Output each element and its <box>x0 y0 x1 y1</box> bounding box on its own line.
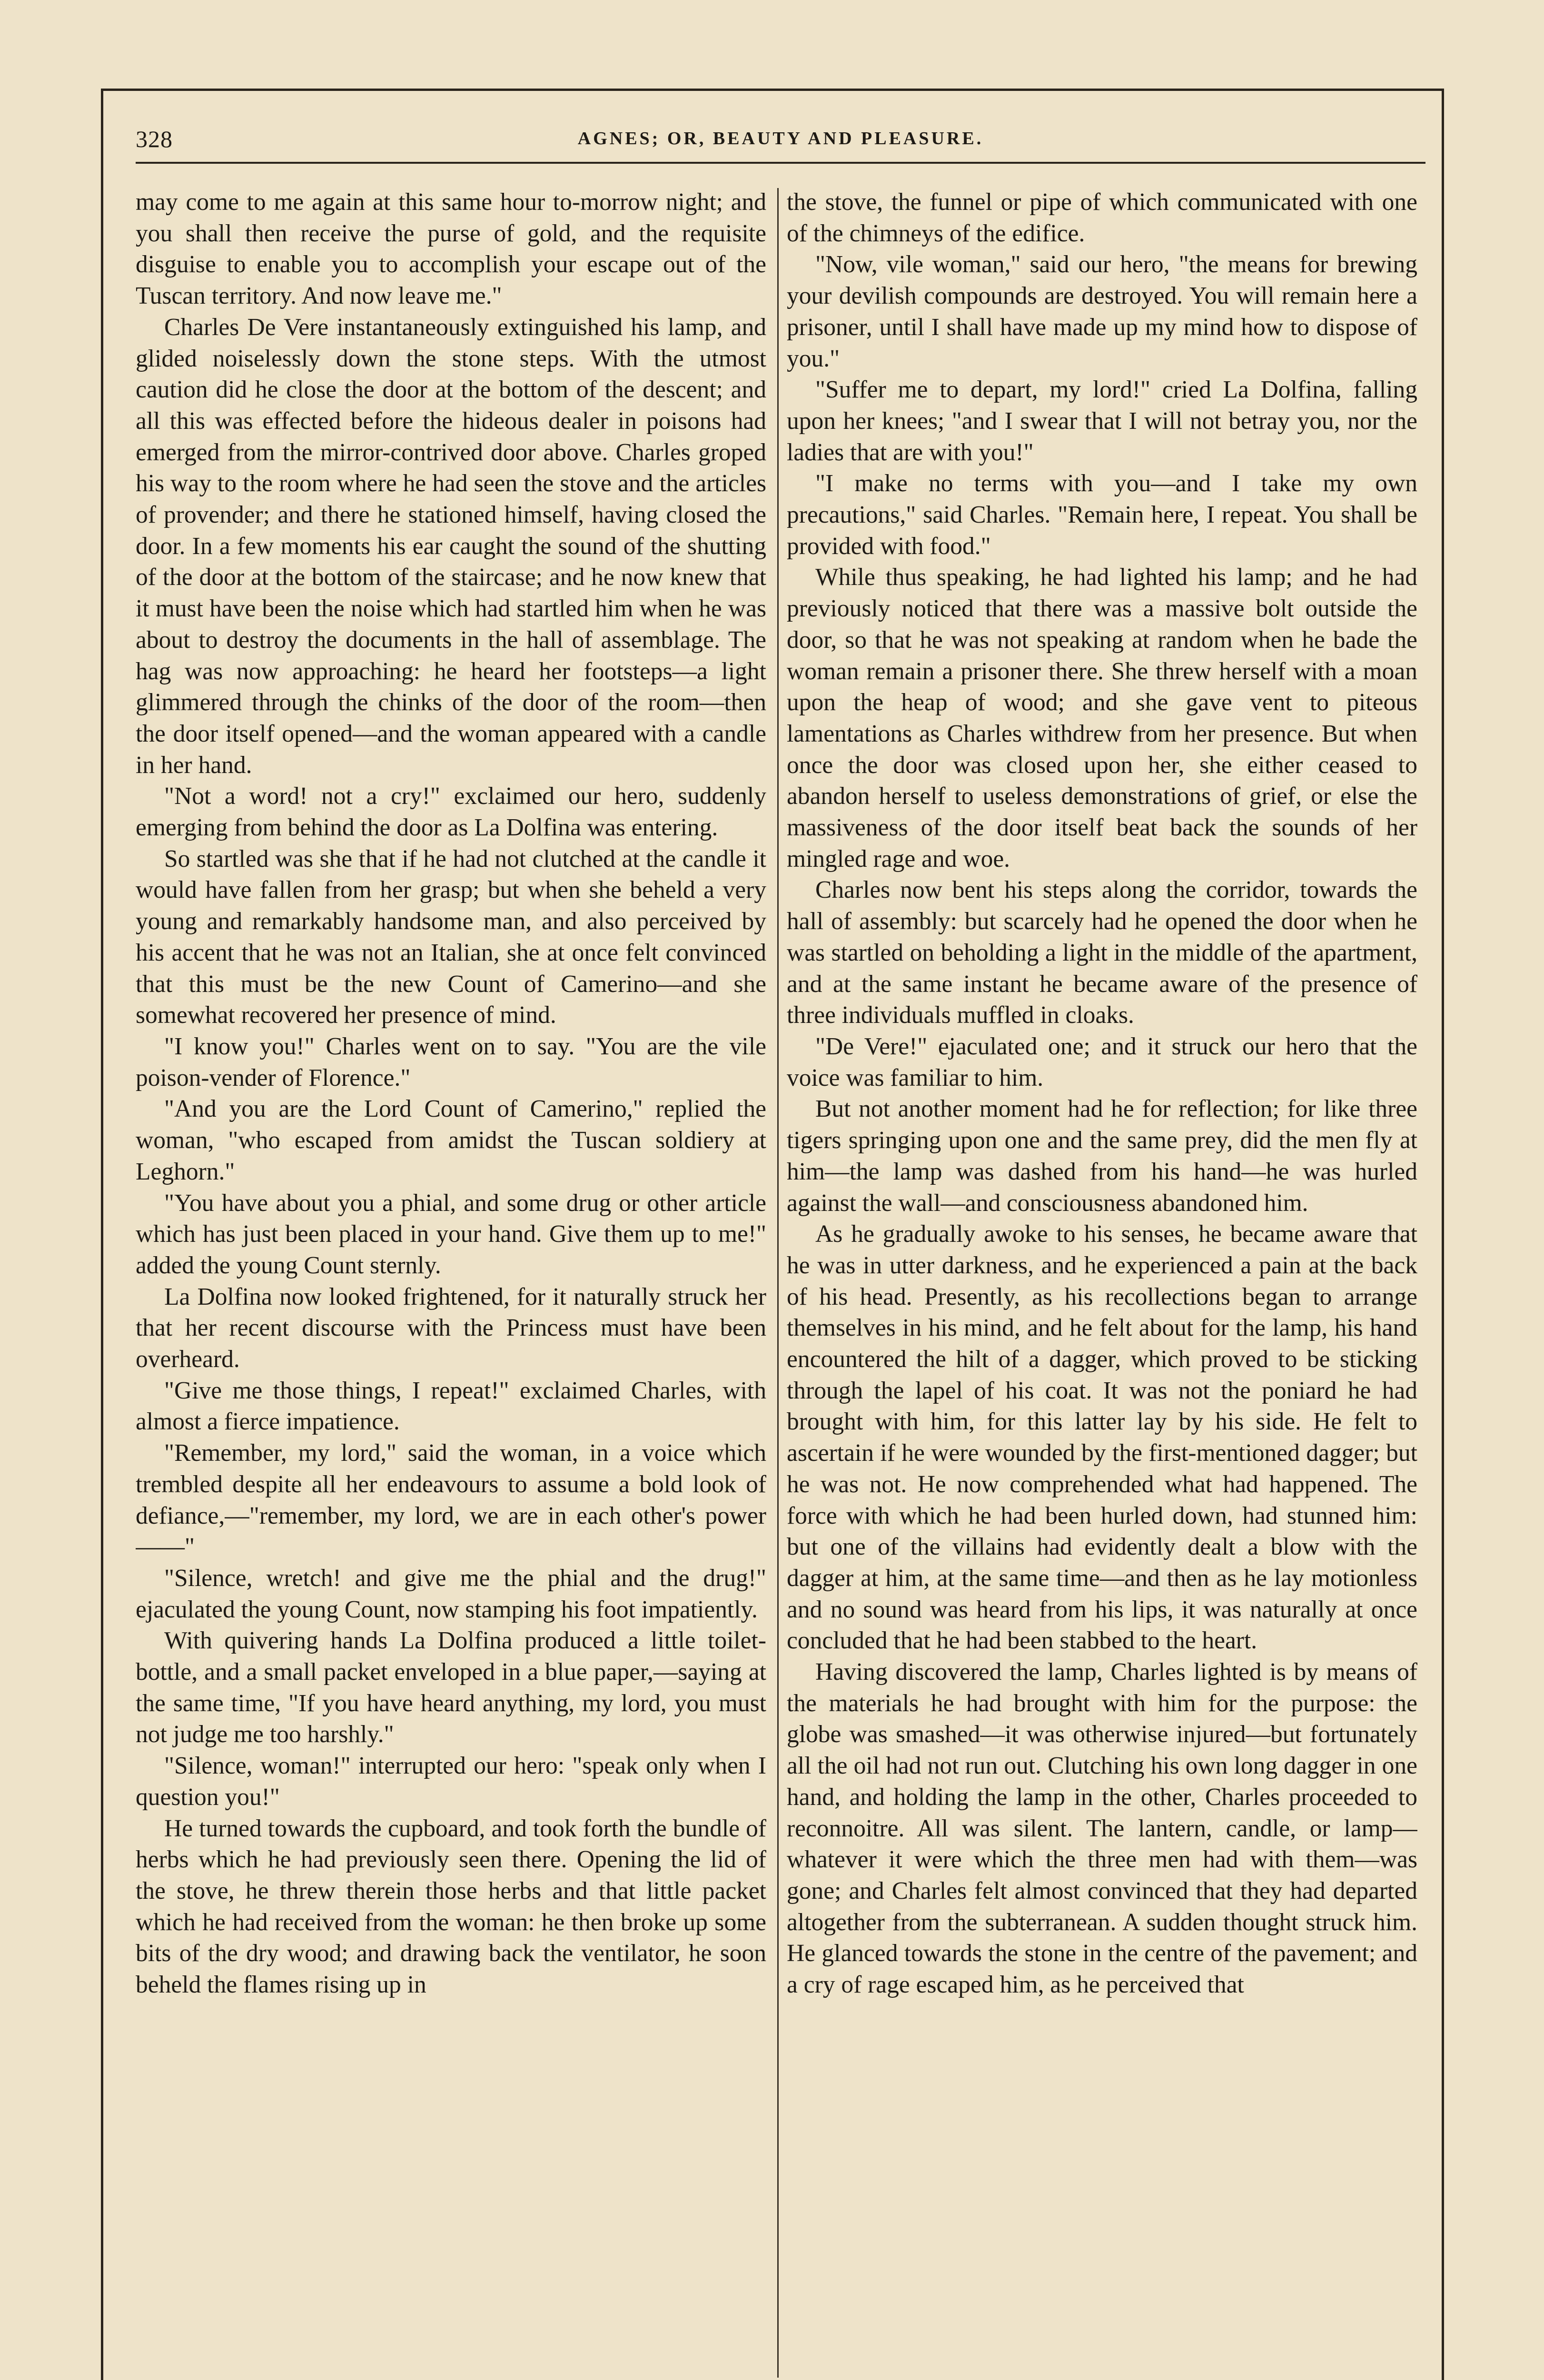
page-number: 328 <box>136 126 173 152</box>
left-column <box>136 187 766 2379</box>
paragraph: "Give me those things, I repeat!" exclaimed Charles, with almost a fierce impatience. <box>136 1377 766 1436</box>
running-head: AGNES; OR, BEAUTY AND PLEASURE. <box>577 129 984 149</box>
paragraph: may come to me again at this same hour to-morrow night; and you shall then receive the purse of gold, and the requisite disguise to enable you to accomplish your escape out of the Tuscan territory. And now leave me." <box>136 188 766 310</box>
page-header <box>136 121 1425 164</box>
paragraph: Charles now bent his steps along the corridor, towards the hall of assembly: but scarcely had he opened the door when he was startled on beholding a light in the middle of the apartment, and at the same instant he became aware of the presence of three individuals muffled in cloaks. <box>787 876 1417 1029</box>
paragraph: He turned towards the cupboard, and took forth the bundle of herbs which he had previously seen there. Opening the lid of the stove, he threw therein those herbs and that little packet which he had received from the woman: he then broke up some bits of the dry wood; and drawing back the ventilator, he soon beheld the flames rising up in <box>136 1815 766 1999</box>
right-column <box>787 187 1417 2379</box>
paragraph: "De Vere!" ejaculated one; and it struck our hero that the voice was familiar to him. <box>787 1032 1417 1091</box>
paragraph: "Not a word! not a cry!" exclaimed our hero, suddenly emerging from behind the door as La Dolfina was entering. <box>136 783 766 842</box>
paragraph: "I make no terms with you—and I take my own precautions," said Charles. "Remain here, I repeat. You shall be provided with food." <box>787 470 1417 560</box>
paragraph: With quivering hands La Dolfina produced a little toilet-bottle, and a small packet enveloped in a blue paper,—saying at the same time, "If you have heard anything, my lord, you must not judge me too harshly." <box>136 1627 766 1748</box>
paragraph: But not another moment had he for reflection; for like three tigers springing upon one and the same prey, did the men fly at him—the lamp was dashed from his hand—he was hurled against the wall—and consciousness abandoned him. <box>787 1095 1417 1217</box>
paragraph: "And you are the Lord Count of Camerino," replied the woman, "who escaped from amidst the Tuscan soldiery at Leghorn." <box>136 1095 766 1185</box>
paragraph: Charles De Vere instantaneously extinguished his lamp, and glided noiselessly down the stone steps. With the utmost caution did he close the door at the bottom of the descent; and all this was effected before the hideous dealer in poisons had emerged from the mirror-contrived door above. Charles groped his way to the room where he had seen the stove and the articles of provender; and there he stationed himself, having closed the door. In a few moments his ear caught the sound of the shutting of the door at the bottom of the staircase; and he now knew that it must have been the noise which had startled him when he was about to destroy the documents in the hall of assemblage. The hag was now approaching: he heard her footsteps—a light glimmered through the chinks of the door of the room—then the door itself opened—and the woman appeared with a candle in her hand. <box>136 313 766 779</box>
paragraph: "Now, vile woman," said our hero, "the means for brewing your devilish compounds are destroyed. You will remain here a prisoner, until I shall have made up my mind how to dispose of you." <box>787 251 1417 372</box>
paragraph: As he gradually awoke to his senses, he became aware that he was in utter darkness, and he experienced a pain at the back of his head. Presently, as his recollections began to arrange themselves in his mind, and he felt about for the lamp, his hand encountered the hilt of a dagger, which proved to be sticking through the lapel of his coat. It was not the poniard he had brought with him, for this latter lay by his side. He felt to ascertain if he were wounded by the first-mentioned dagger; but he was not. He now comprehended what had happened. The force with which he had been hurled down, had stunned him: but one of the villains had evidently dealt a blow with the dagger at him, at the same time—and then as he lay motionless and no sound was heard from his lips, it was naturally at once concluded that he had been stabbed to the heart. <box>787 1220 1417 1655</box>
column-divider <box>777 188 779 2378</box>
paragraph: La Dolfina now looked frightened, for it naturally struck her that her recent discourse with the Princess must have been overheard. <box>136 1283 766 1373</box>
paragraph: "Silence, wretch! and give me the phial and the drug!" ejaculated the young Count, now stamping his foot impatiently. <box>136 1564 766 1623</box>
paragraph: While thus speaking, he had lighted his lamp; and he had previously noticed that there was a massive bolt outside the door, so that he was not speaking at random when he bade the woman remain a prisoner there. She threw herself with a moan upon the heap of wood; and she gave vent to piteous lamentations as Charles withdrew from her presence. But when once the door was closed upon her, she either ceased to abandon herself to useless demonstrations of grief, or else the massiveness of the door itself beat back the sounds of her mingled rage and woe. <box>787 564 1417 873</box>
paragraph: Having discovered the lamp, Charles lighted is by means of the materials he had brought with him for the purpose: the globe was smashed—it was otherwise injured—but fortunately all the oil had not run out. Clutching his own long dagger in one hand, and holding the lamp in the other, Charles proceeded to reconnoitre. All was silent. The lantern, candle, or lamp—whatever it were which the three men had with them—was gone; and Charles felt almost convinced that they had departed altogether from the subterranean. A sudden thought struck him. He glanced towards the stone in the centre of the pavement; and a cry of rage escaped him, as he perceived that <box>787 1658 1417 1999</box>
paragraph: "I know you!" Charles went on to say. "You are the vile poison-vender of Florence." <box>136 1032 766 1091</box>
paragraph: "Suffer me to depart, my lord!" cried La Dolfina, falling upon her knees; "and I swear that I will not betray you, nor the ladies that are with you!" <box>787 376 1417 466</box>
paragraph: So startled was she that if he had not clutched at the candle it would have fallen from her grasp; but when she beheld a very young and remarkably handsome man, and also perceived by his accent that he was not an Italian, she at once felt convinced that this must be the new Count of Camerino—and she somewhat recovered her presence of mind. <box>136 845 766 1029</box>
paragraph: the stove, the funnel or pipe of which communicated with one of the chimneys of the edifice. <box>787 188 1417 247</box>
paragraph: "Silence, woman!" interrupted our hero: "speak only when I question you!" <box>136 1752 766 1811</box>
paragraph: "Remember, my lord," said the woman, in a voice which trembled despite all her endeavours to assume a bold look of defiance,—"remember, my lord, we are in each other's power——" <box>136 1439 766 1561</box>
paragraph: "You have about you a phial, and some drug or other article which has just been placed in your hand. Give them up to me!" added the young Count sternly. <box>136 1189 766 1279</box>
